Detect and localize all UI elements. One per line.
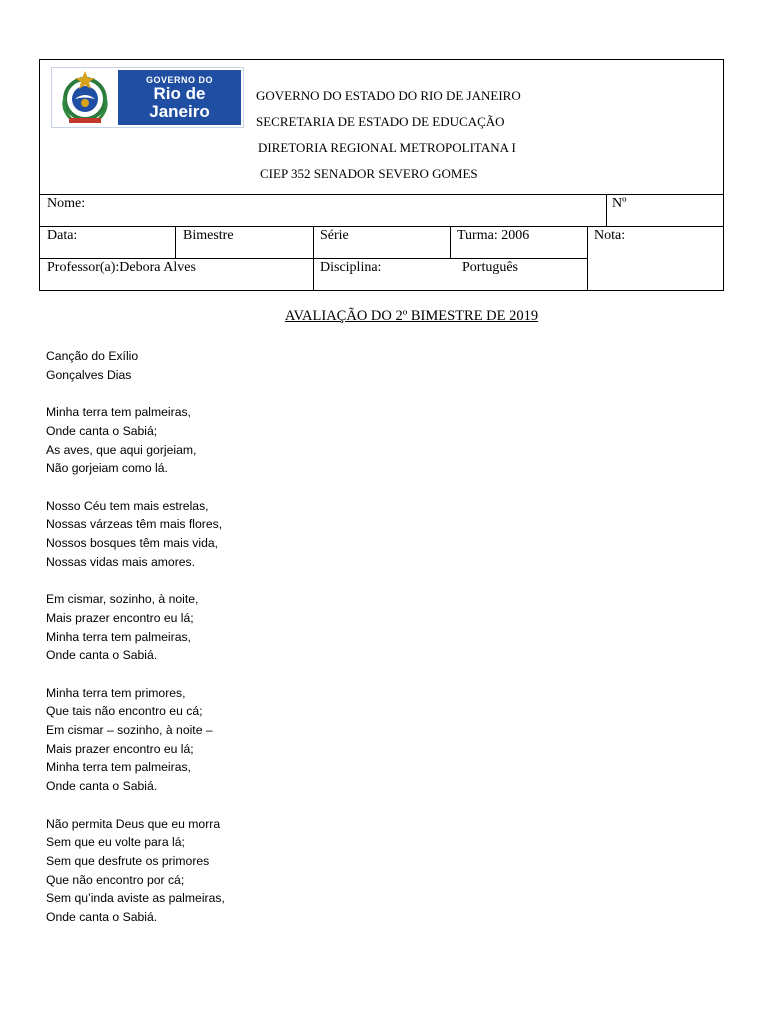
poem-stanza: [46, 403, 225, 478]
logo-line-3: Janeiro: [149, 102, 210, 121]
poem-line: Em cismar – sozinho, à noite –: [46, 723, 213, 737]
poem-line: Não permita Deus que eu morra: [46, 816, 221, 831]
col-divider: [450, 226, 451, 258]
poem-line: Sem qu’inda aviste as palmeiras,: [46, 891, 225, 906]
poem-line: Sem que eu volte para lá;: [46, 835, 185, 850]
org-line-1: GOVERNO DO ESTADO DO RIO DE JANEIRO: [256, 88, 521, 103]
poem-line: Não gorjeiam como lá.: [46, 461, 168, 476]
poem-line: Que tais não encontro eu cá;: [46, 704, 203, 719]
poem-line: Nossas vidas mais amores.: [46, 554, 196, 569]
poem-line: Sem que desfrute os primores: [46, 853, 210, 868]
poem-stanza: [46, 815, 225, 927]
coat-of-arms-icon: [55, 69, 115, 126]
field-numero: Nº: [612, 196, 627, 211]
exam-title: [0, 308, 768, 325]
logo-line-1: GOVERNO DO: [145, 75, 213, 85]
poem-stanza: [46, 590, 225, 665]
poem-author: Gonçalves Dias: [46, 367, 132, 382]
org-line-3: DIRETORIA REGIONAL METROPOLITANA I: [258, 140, 516, 155]
org-line-2: SECRETARIA DE ESTADO DE EDUCAÇÃO: [256, 114, 505, 129]
poem-stanza: [46, 497, 225, 572]
field-turma: Turma: 2006: [457, 228, 530, 243]
col-divider: [606, 194, 607, 226]
field-data: Data:: [47, 228, 78, 243]
poem-line: Minha terra tem palmeiras,: [46, 629, 191, 644]
poem-line: Nosso Céu tem mais estrelas,: [46, 498, 209, 513]
poem-line: Nossas várzeas têm mais flores,: [46, 517, 223, 532]
poem-line: Mais prazer encontro eu lá;: [46, 741, 194, 756]
poem-line: Minha terra tem palmeiras,: [46, 760, 191, 775]
field-serie: Série: [320, 228, 349, 243]
col-divider: [587, 226, 588, 291]
poem-line: As aves, que aqui gorjeiam,: [46, 442, 197, 457]
poem-line: Em cismar, sozinho, à noite,: [46, 592, 199, 607]
org-line-4: CIEP 352 SENADOR SEVERO GOMES: [260, 166, 478, 181]
logo-line-2: Rio de: [153, 84, 206, 103]
poem-line: Minha terra tem primores,: [46, 685, 186, 700]
col-divider: [175, 226, 176, 258]
field-bimestre: Bimestre: [183, 228, 234, 243]
field-professor: Professor(a):Debora Alves: [47, 260, 196, 275]
logo-wordmark: [118, 70, 241, 125]
poem-line: Onde canta o Sabiá.: [46, 779, 158, 794]
state-logo: [51, 67, 244, 128]
poem-line: Mais prazer encontro eu lá;: [46, 610, 194, 625]
field-disciplina-value: Português: [462, 260, 518, 275]
poem-line: Nossos bosques têm mais vida,: [46, 536, 219, 550]
row-divider: [40, 194, 723, 195]
poem-line: Onde canta o Sabiá.: [46, 910, 158, 925]
exam-title-text: AVALIAÇÃO DO 2º BIMESTRE DE 2019: [284, 308, 539, 324]
poem-line: Onde canta o Sabiá;: [46, 423, 158, 438]
poem-title: Canção do Exílio: [46, 349, 139, 363]
field-nome: Nome:: [47, 196, 86, 211]
col-divider: [313, 226, 314, 291]
header-table: [39, 59, 724, 291]
poem: [46, 347, 225, 927]
field-disciplina-label: Disciplina:: [320, 260, 382, 275]
poem-stanza: [46, 684, 225, 796]
poem-line: Minha terra tem palmeiras,: [46, 405, 191, 420]
poem-line: Que não encontro por cá;: [46, 872, 185, 887]
row-divider: [40, 226, 723, 227]
poem-line: Onde canta o Sabiá.: [46, 648, 158, 663]
field-nota: Nota:: [594, 228, 626, 243]
